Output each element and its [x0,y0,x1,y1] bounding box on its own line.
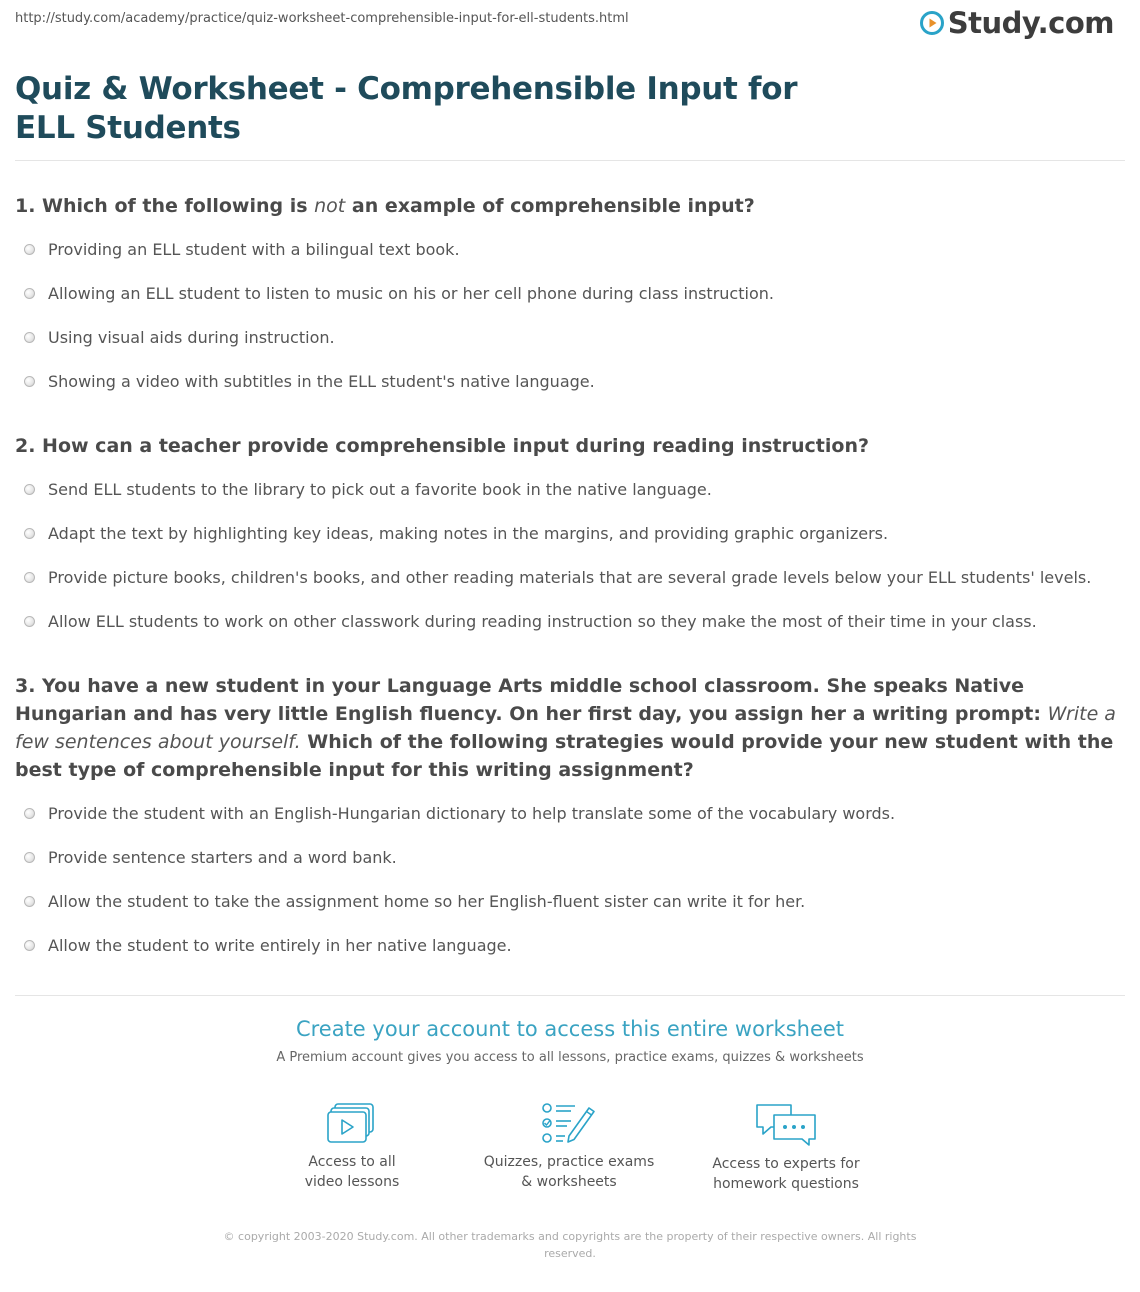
radio-button[interactable] [24,572,35,583]
title-divider [15,160,1125,161]
page-url: http://study.com/academy/practice/quiz-worksheet-comprehensible-input-for-ell-students.html [15,11,629,26]
radio-button[interactable] [24,484,35,495]
page-title: Quiz & Worksheet - Comprehensible Input for ELL Students [15,71,798,146]
feature-line-2: homework questions [713,1176,859,1192]
option-label: Provide the student with an English-Hungarian dictionary to help translate some of the vocabulary words. [48,804,896,823]
answer-option[interactable] [24,848,397,867]
answer-option[interactable] [24,480,712,499]
answer-option[interactable] [24,240,460,259]
option-label: Adapt the text by highlighting key ideas, making notes in the margins, and providing graphic organizers. [48,524,889,543]
feature-experts [686,1102,886,1194]
answer-option[interactable] [24,284,774,303]
option-label: Allow the student to take the assignment home so her English-fluent sister can write it for her. [48,892,806,911]
radio-button[interactable] [24,528,35,539]
answer-option[interactable] [24,612,1037,631]
radio-button[interactable] [24,852,35,863]
feature-quizzes [469,1102,669,1192]
option-label: Providing an ELL student with a bilingual text book. [48,240,460,259]
feature-line-2: & worksheets [521,1174,617,1190]
question-2: 2. How can a teacher provide comprehensible input during reading instruction? [15,435,869,457]
option-label: Using visual aids during instruction. [48,328,335,347]
option-label: Provide sentence starters and a word bank. [48,848,397,867]
option-label: Send ELL students to the library to pick out a favorite book in the native language. [48,480,712,499]
radio-button[interactable] [24,808,35,819]
play-circle-icon [920,11,944,35]
radio-button[interactable] [24,940,35,951]
radio-button[interactable] [24,332,35,343]
video-lessons-icon [326,1102,378,1144]
answer-option[interactable] [24,524,888,543]
study-logo[interactable] [920,6,1114,40]
feature-line-1: Quizzes, practice exams [483,1154,655,1170]
radio-button[interactable] [24,244,35,255]
radio-button[interactable] [24,376,35,387]
option-label: Allow the student to write entirely in her native language. [48,936,512,955]
option-label: Allow ELL students to work on other classwork during reading instruction so they make the most of their time in your class. [48,612,1037,631]
quiz-checklist-icon [541,1102,597,1144]
answer-option[interactable] [24,936,512,955]
radio-button[interactable] [24,616,35,627]
answer-option[interactable] [24,568,1091,587]
cta-title[interactable]: Create your account to access this entire worksheet [295,1017,845,1041]
logo-text: Study.com [947,6,1114,40]
radio-button[interactable] [24,288,35,299]
option-label: Allowing an ELL student to listen to music on his or her cell phone during class instruction. [48,284,774,303]
question-1: 1. Which of the following is not an example of comprehensible input? [15,195,755,217]
feature-line-2: video lessons [304,1174,400,1190]
chat-bubbles-icon [754,1102,818,1146]
copyright-notice: © copyright 2003-2020 Study.com. All other trademarks and copyrights are the property of their respective owners. All rights reserved. [223,1230,917,1260]
answer-option[interactable] [24,372,595,391]
answer-option[interactable] [24,328,335,347]
option-label: Provide picture books, children's books, and other reading materials that are several grade levels below your ELL students' levels. [48,568,1092,587]
answer-option[interactable] [24,892,805,911]
cta-subtitle: A Premium account gives you access to all lessons, practice exams, quizzes & worksheets [276,1050,864,1065]
question-3: 3. You have a new student in your Language Arts middle school classroom. She speaks Native Hungarian and has very little English fluency. On her first day, you assign her a writing prompt: Write a few sentences about yourself. Which of the following strategies would provide your new student with the best type of comprehensible input for this writing assignment? [15,675,1116,781]
feature-video-lessons [252,1102,452,1192]
cta-divider [15,995,1125,996]
feature-line-1: Access to all [308,1154,396,1170]
option-label: Showing a video with subtitles in the ELL student's native language. [48,372,595,391]
radio-button[interactable] [24,896,35,907]
answer-option[interactable] [24,804,895,823]
feature-line-1: Access to experts for [712,1156,860,1172]
